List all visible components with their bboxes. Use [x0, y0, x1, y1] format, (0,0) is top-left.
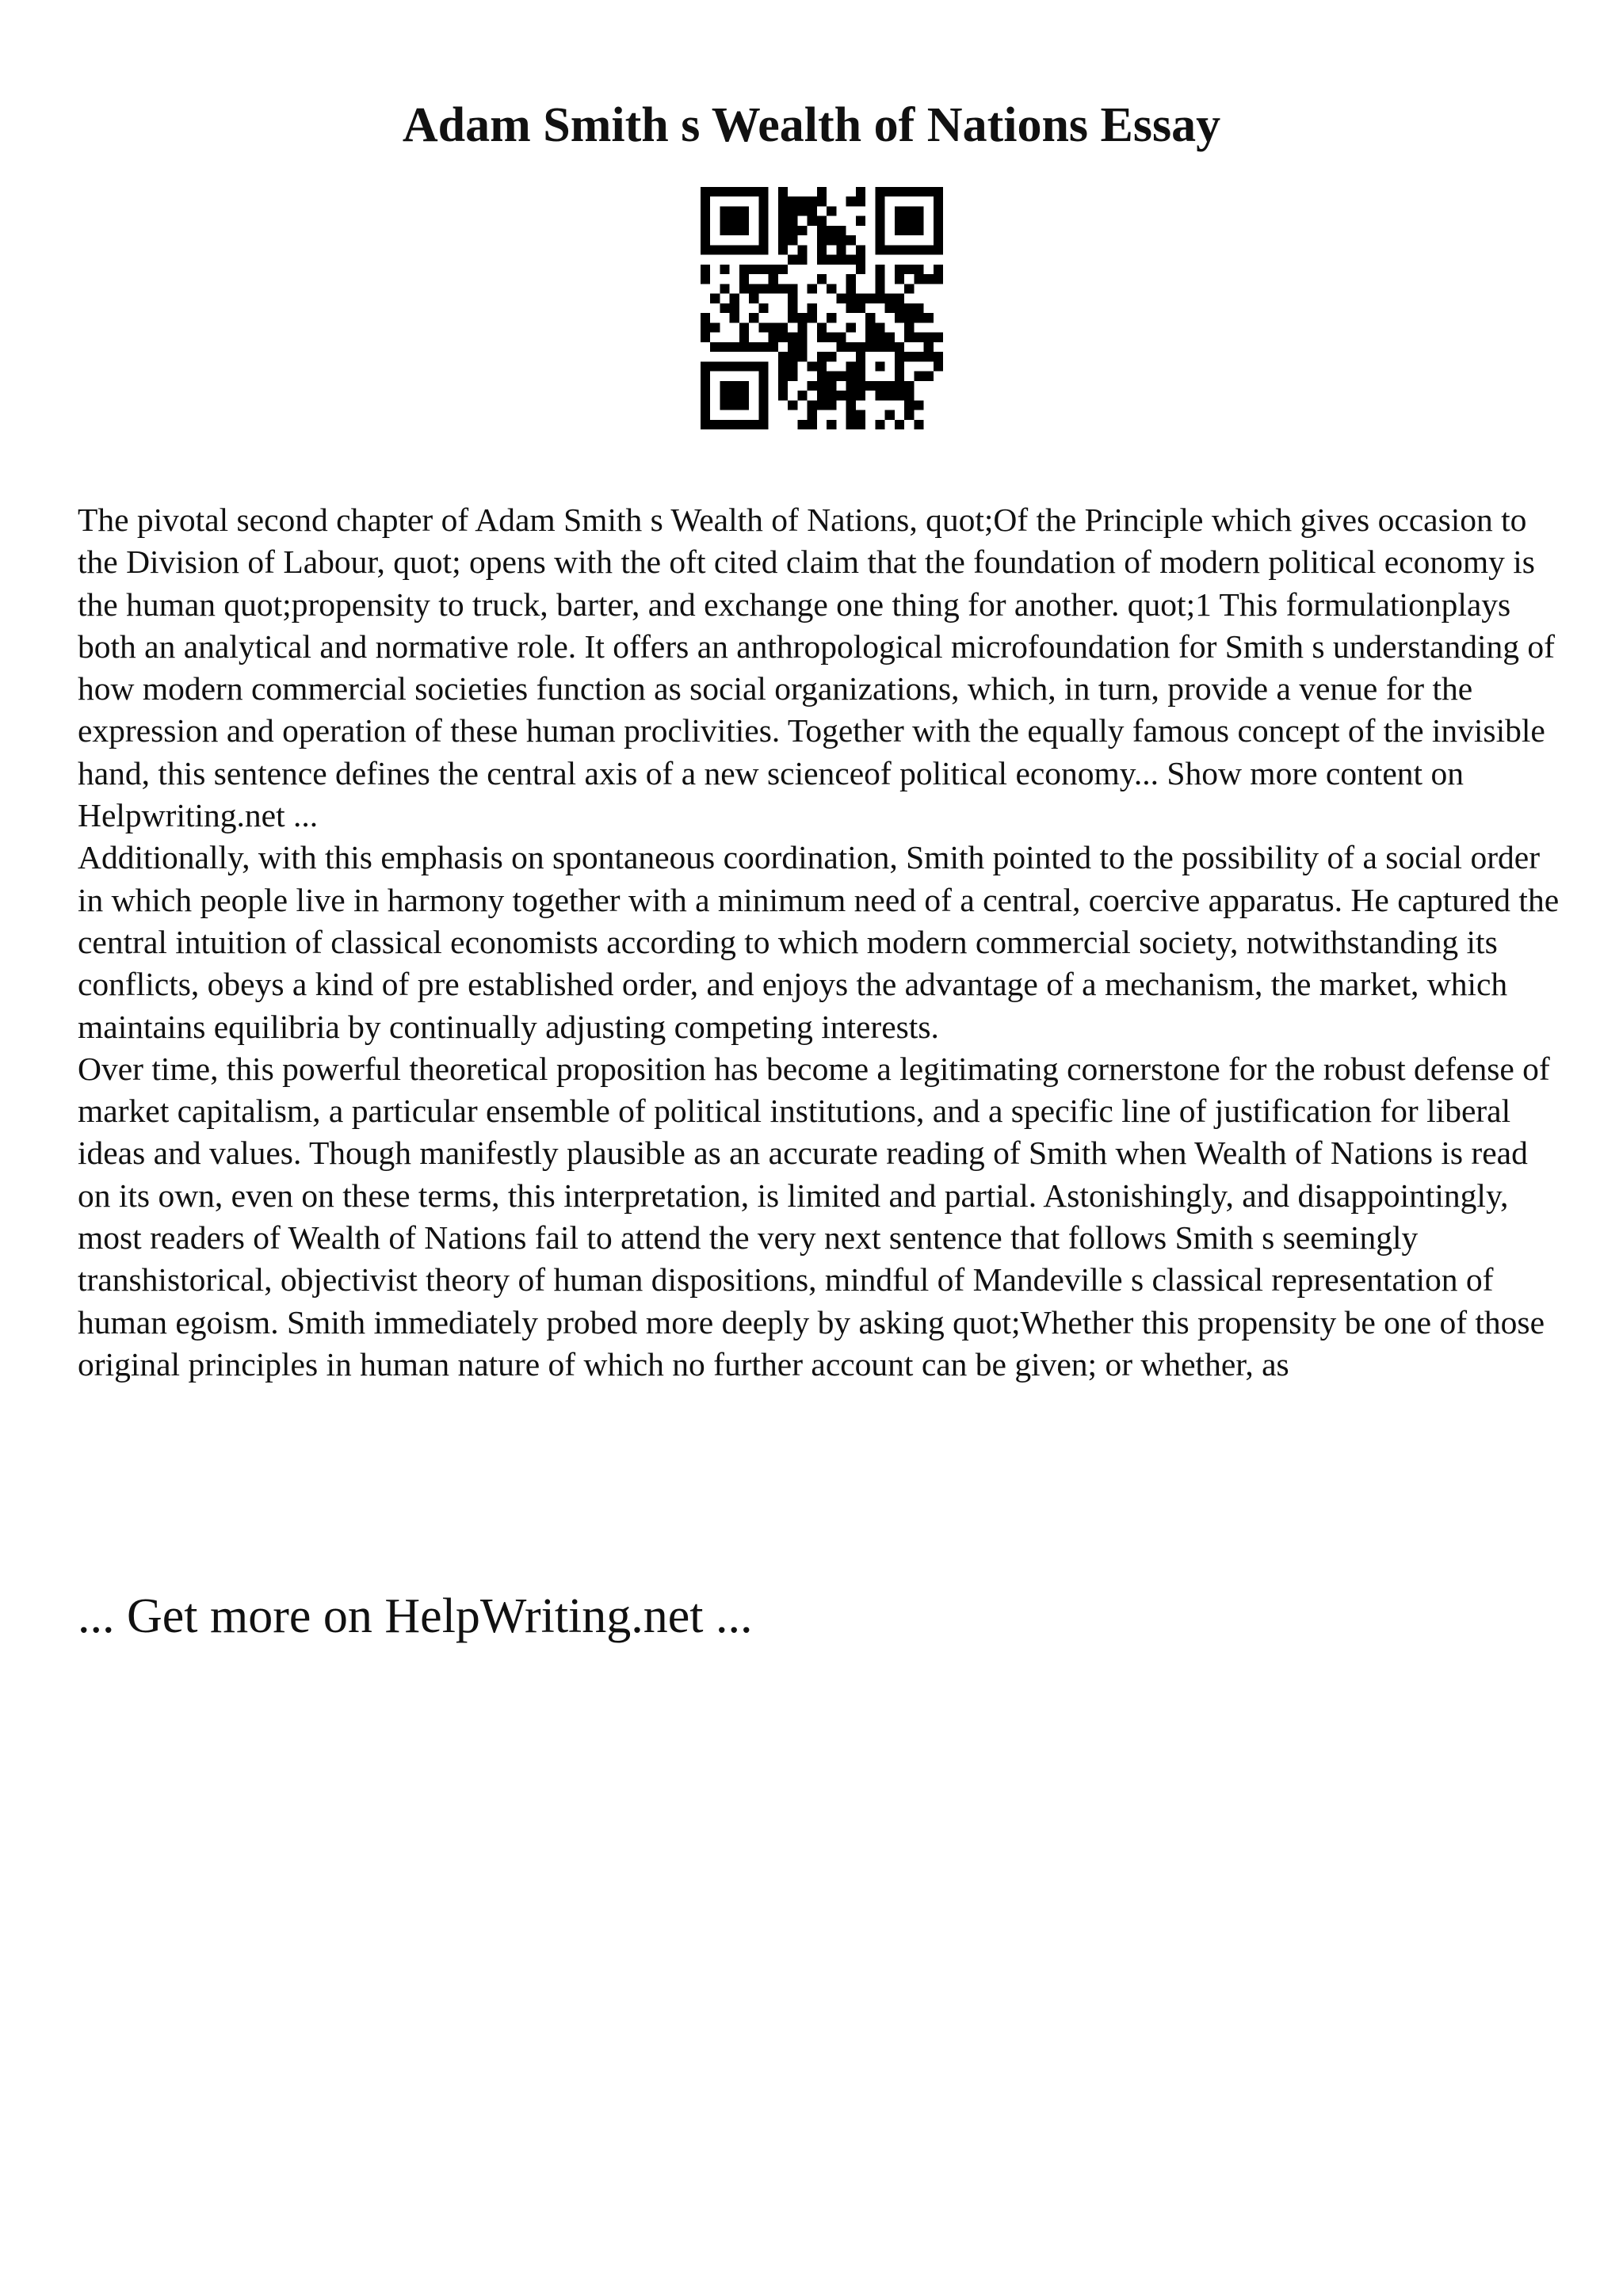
qr-code-image [701, 187, 943, 429]
essay-body [78, 499, 1568, 1386]
page-title: Adam Smith s Wealth of Nations Essay [402, 98, 1221, 152]
paragraph-2: Additionally, with this emphasis on spontaneous coordination, Smith pointed to the possibility of a social order in which people live in harmony together with a minimum need of a central, coercive apparatus. He captured the central intuition of classical economists according to which modern commercial society, notwithstanding its conflicts, obeys a kind of pre established order, and enjoys the advantage of a mechanism, the market, which maintains equilibria by continually adjusting competing interests. [78, 839, 1560, 1045]
paragraph-1: The pivotal second chapter of Adam Smith s Wealth of Nations, quot;Of the Principle which gives occasion to the Division of Labour, quot; opens with the oft cited claim that the foundation of modern political economy is the human quot;propensity to truck, barter, and exchange one thing for another. quot;1 This formulationplays both an analytical and normative role. It offers an anthropological microfoundation for Smith s understanding of how modern commercial societies function as social organizations, which, in turn, provide a venue for the expression and operation of these human proclivities. Together with the equally famous concept of the invisible hand, this sentence defines the central axis of a new scienceof political economy... Show more content on Helpwriting.net ... [78, 502, 1555, 834]
get-more-link[interactable]: ... Get more on HelpWriting.net ... [78, 1589, 753, 1643]
paragraph-3: Over time, this powerful theoretical proposition has become a legitimating cornerstone for the robust defense of market capitalism, a particular ensemble of political institutions, and a specific line of justification for liberal ideas and values. Though manifestly plausible as an accurate reading of Smith when Wealth of Nations is read on its own, even on these terms, this interpretation, is limited and partial. Astonishingly, and disappointingly, most readers of Wealth of Nations fail to attend the very next sentence that follows Smith s seemingly transhistorical, objectivist theory of human dispositions, mindful of Mandeville s classical representation of human egoism. Smith immediately probed more deeply by asking quot;Whether this propensity be one of those original principles in human nature of which no further account can be given; or whether, as [78, 1050, 1550, 1383]
